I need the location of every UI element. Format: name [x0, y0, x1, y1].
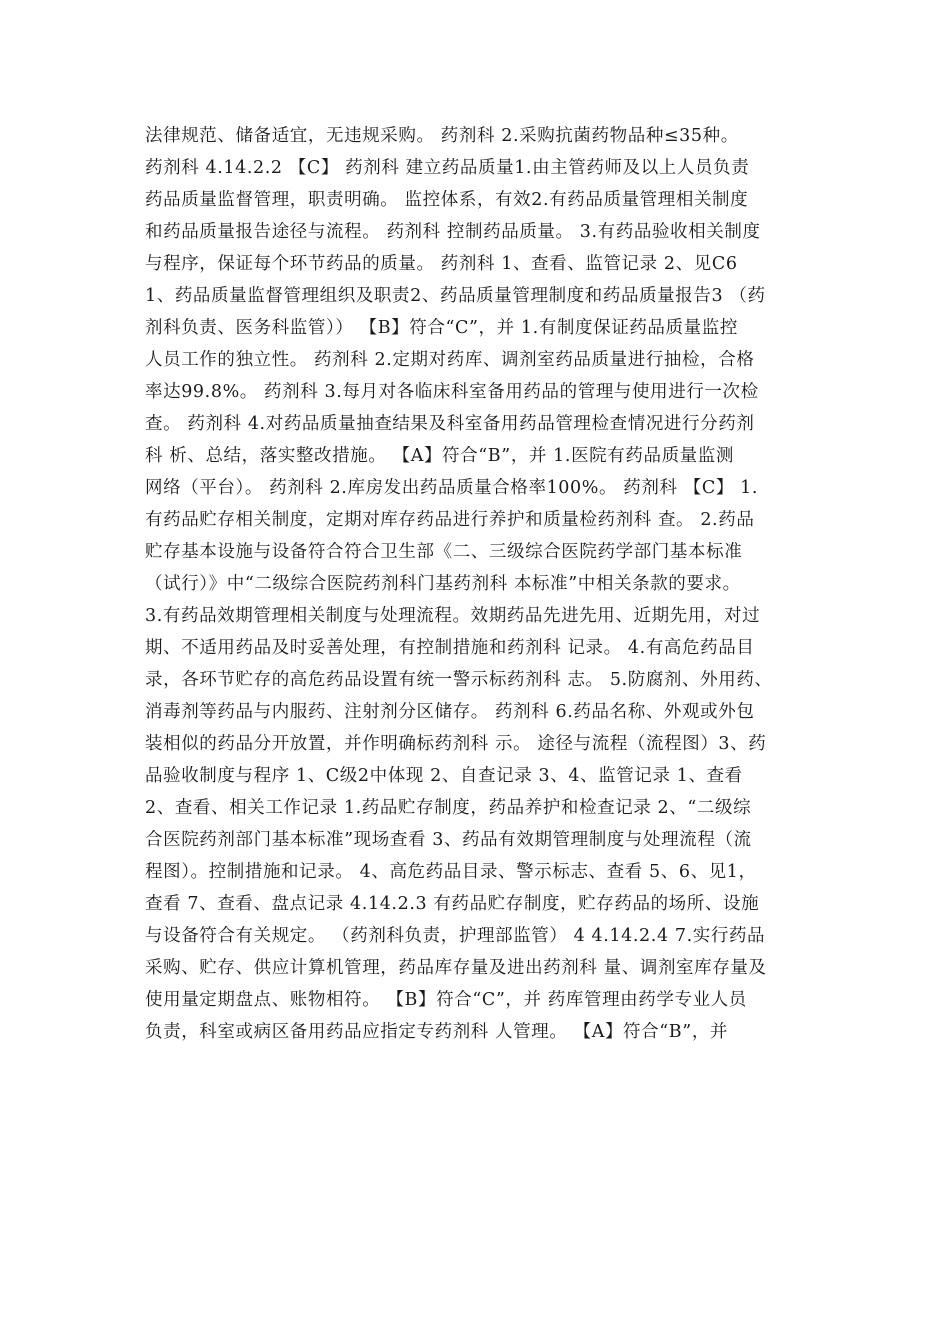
text-line: 1、药品质量监督管理组织及职责2、药品质量管理制度和药品质量报告3 （药 — [145, 286, 766, 306]
text-line: 2、查看、相关工作记录 1.药品贮存制度，药品养护和检查记录 2、“二级综 — [145, 798, 752, 818]
text-line: 贮存基本设施与设备符合符合卫生部《二、三级综合医院药学部门基本标准 — [145, 542, 743, 562]
text-line: 药剂科 4.14.2.2 【C】 药剂科 建立药品质量1.由主管药师及以上人员负责 — [145, 158, 750, 178]
text-line: 使用量定期盘点、账物相符。 【B】符合“C”，并 药库管理由药学专业人员 — [145, 990, 747, 1010]
text-line: 法律规范、储备适宜，无违规采购。 药剂科 2.采购抗菌药物品种≤35种。 — [145, 126, 739, 146]
text-line: 消毒剂等药品与内服药、注射剂分区储存。 药剂科 6.药品名称、外观或外包 — [145, 702, 755, 722]
text-line: 药品质量监督管理，职责明确。 监控体系，有效2.有药品质量管理相关制度 — [145, 190, 749, 210]
text-line: 人员工作的独立性。 药剂科 2.定期对药库、调剂室药品质量进行抽检，合格 — [145, 350, 755, 370]
text-line: 有药品贮存相关制度，定期对库存药品进行养护和质量检药剂科 查。 2.药品 — [145, 510, 755, 530]
text-line: 率达99.8%。 药剂科 3.每月对各临床科室备用药品的管理与使用进行一次检 — [145, 382, 759, 402]
text-line: 剂科负责、医务科监管）） 【B】符合“C”，并 1.有制度保证药品质量监控 — [145, 318, 738, 338]
text-line: 3.有药品效期管理相关制度与处理流程。效期药品先进先用、近期先用，对过 — [145, 606, 761, 626]
document-body — [145, 120, 805, 1048]
text-line: 与设备符合有关规定。 （药剂科负责，护理部监管） 4 4.14.2.4 7.实行药品 — [145, 926, 766, 946]
text-line: 装相似的药品分开放置，并作明确标药剂科 示。 途径与流程（流程图）3、药 — [145, 734, 767, 754]
text-line: 品验收制度与程序 1、C级2中体现 2、自查记录 3、4、监管记录 1、查看 — [145, 766, 743, 786]
text-line: 科 析、总结，落实整改措施。 【A】符合“B”，并 1.医院有药品质量监测 — [145, 446, 734, 466]
text-line: 录，各环节贮存的高危药品设置有统一警示标药剂科 志。 5.防腐剂、外用药、 — [145, 670, 773, 690]
text-line: 查。 药剂科 4.对药品质量抽查结果及科室备用药品管理检查情况进行分药剂 — [145, 414, 755, 434]
text-line: （试行）》中“二级综合医院药剂科门基药剂科 本标准”中相关条款的要求。 — [145, 574, 741, 594]
text-line: 与程序，保证每个环节药品的质量。 药剂科 1、查看、监管记录 2、见C6 — [145, 254, 738, 274]
text-line: 合医院药剂部门基本标准”现场查看 3、药品有效期管理制度与处理流程（流 — [145, 830, 752, 850]
text-line: 查看 7、查看、盘点记录 4.14.2.3 有药品贮存制度，贮存药品的场所、设施 — [145, 894, 760, 914]
text-line: 期、不适用药品及时妥善处理，有控制措施和药剂科 记录。 4.有高危药品目 — [145, 638, 755, 658]
text-line: 负责，科室或病区备用药品应指定专药剂科 人管理。 【A】符合“B”，并 — [145, 1022, 729, 1042]
text-line: 网络（平台）。 药剂科 2.库房发出药品质量合格率100%。 药剂科 【C】 1. — [145, 478, 758, 498]
text-line: 程图）。控制措施和记录。 4、高危药品目录、警示标志、查看 5、6、见1， — [145, 862, 757, 882]
text-line: 和药品质量报告途径与流程。 药剂科 控制药品质量。 3.有药品验收相关制度 — [145, 222, 761, 242]
text-line: 采购、贮存、供应计算机管理，药品库存量及进出药剂科 量、调剂室库存量及 — [145, 958, 767, 978]
